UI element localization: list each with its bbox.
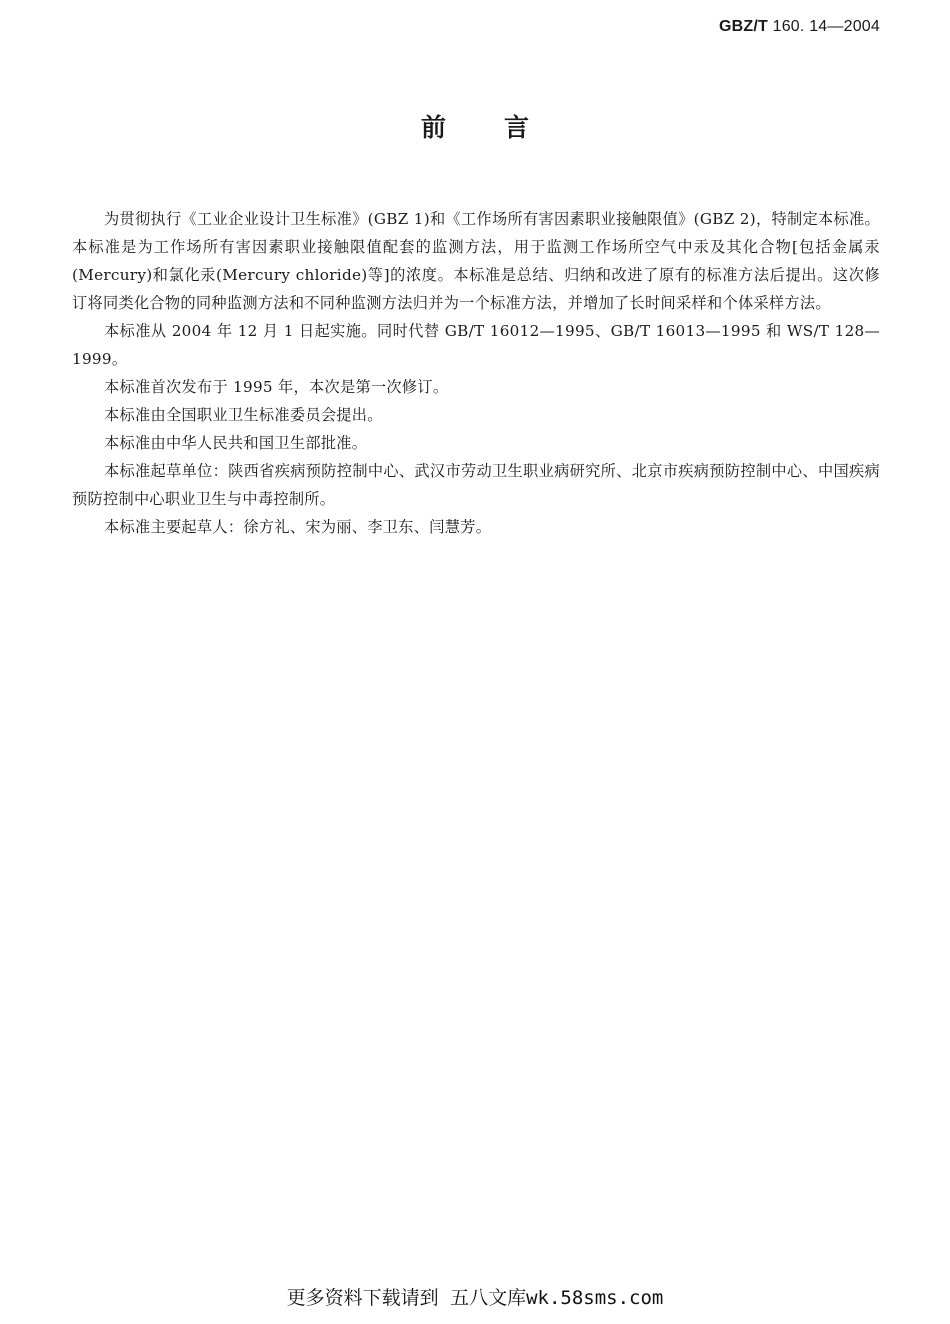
- paragraph-drafters: 本标准主要起草人：徐方礼、宋为丽、李卫东、闫慧芳。: [104, 518, 492, 536]
- title-char-2: 言: [504, 113, 530, 142]
- title-char-1: 前: [420, 113, 446, 142]
- paragraph-purpose: 为贯彻执行《工业企业设计卫生标准》(GBZ 1)和《工作场所有害因素职业接触限值》(GBZ 2)，特制定本标准。本标准是为工作场所有害因素职业接触限值配套的监测方法，用于监测工作场所空气中汞及其化合物[包括金属汞(Mercury)和氯化汞(Mercury chloride)等]的浓度。本标准是总结、归纳和改进了原有的标准方法后提出。这次修订将同类化合物的同种监测方法和不同种监测方法归并为一个标准方法，并增加了长时间采样和个体采样方法。: [72, 210, 880, 312]
- foreword-body: [72, 205, 880, 541]
- standard-code-prefix: GBZ/T: [718, 18, 768, 35]
- standard-code-number: 160. 14—2004: [767, 18, 880, 35]
- footer-download-link[interactable]: 更多资料下载请到 五八文库wk.58sms.com: [286, 1287, 664, 1309]
- paragraph-first-issue: 本标准首次发布于 1995 年，本次是第一次修订。: [104, 378, 449, 396]
- paragraph-proposed-by: 本标准由全国职业卫生标准委员会提出。: [104, 406, 383, 424]
- paragraph-approved-by: 本标准由中华人民共和国卫生部批准。: [104, 434, 368, 452]
- paragraph-drafting-units: 本标准起草单位：陕西省疾病预防控制中心、武汉市劳动卫生职业病研究所、北京市疾病预防控制中心、中国疾病预防控制中心职业卫生与中毒控制所。: [72, 462, 880, 508]
- standard-code-header: [719, 18, 880, 36]
- page-title: [0, 108, 950, 144]
- paragraph-effective-date: 本标准从 2004 年 12 月 1 日起实施。同时代替 GB/T 16012—1995、GB/T 16013—1995 和 WS/T 128—1999。: [72, 322, 880, 368]
